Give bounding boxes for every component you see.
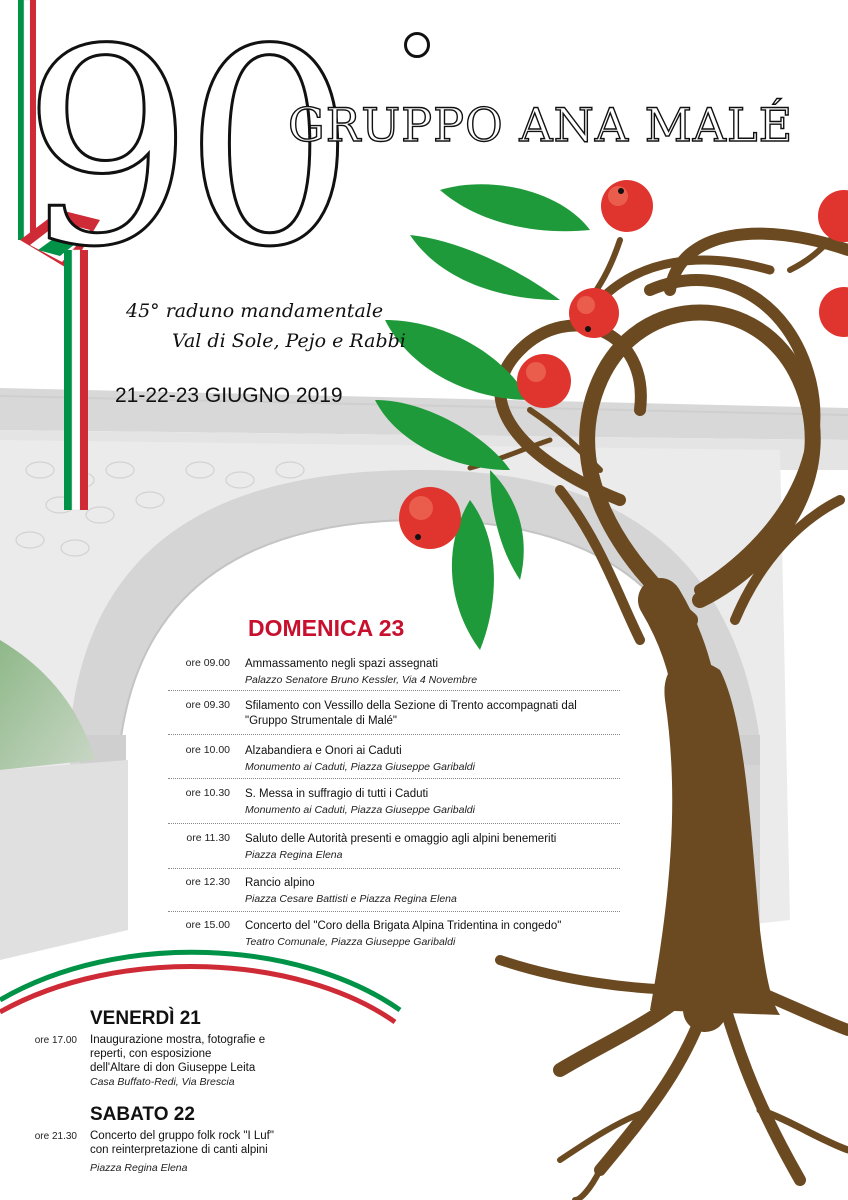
event-place: Piazza Cesare Battisti e Piazza Regina Elena [245,893,457,905]
row-separator [168,690,620,691]
event-description: Sfilamento con Vessillo della Sezione di Trento accompagnati dal [245,700,577,712]
sabato-title: SABATO 22 [90,1104,195,1125]
event-description: Concerto del "Coro della Brigata Alpina Tridentina in congedo" [245,920,562,932]
anniversary-number: 90 [22,0,346,306]
venerdi-line-1: Inaugurazione mostra, fotografie e [90,1034,266,1046]
row-separator [168,911,620,912]
event-dates: 21-22-23 GIUGNO 2019 [115,384,343,407]
sabato-line-2: con reinterpretazione di canti alpini [90,1144,268,1156]
event-description: Alzabandiera e Onori ai Caduti [245,745,402,757]
group-title: GRUPPO ANA MALÉ [288,98,794,152]
venerdi-time: ore 17.00 [34,1035,77,1046]
row-separator [168,823,620,824]
event-place: Monumento ai Caduti, Piazza Giuseppe Garibaldi [245,804,475,816]
domenica-title: DOMENICA 23 [248,615,405,641]
venerdi-line-3: dell'Altare di don Giuseppe Leita [90,1062,256,1074]
venerdi-title: VENERDÌ 21 [90,1008,201,1029]
sabato-place: Piazza Regina Elena [90,1162,188,1174]
event-place: Palazzo Senatore Bruno Kessler, Via 4 Novembre [245,674,478,686]
event-description: Saluto delle Autorità presenti e omaggio agli alpini benemeriti [245,833,557,845]
venerdi-line-2: reperti, con esposizione [90,1048,212,1060]
sabato-time: ore 21.30 [34,1131,77,1142]
event-time: ore 10.30 [185,787,230,799]
event-description: Ammassamento negli spazi assegnati [245,658,439,670]
degree-mark [404,32,430,58]
event-description-line-2: "Gruppo Strumentale di Malé" [245,715,397,727]
row-separator [168,778,620,779]
event-place: Piazza Regina Elena [245,849,343,861]
raduno-line-1: 45° raduno mandamentale [126,300,384,322]
event-time: ore 12.30 [185,876,230,888]
row-separator [168,868,620,869]
event-time: ore 11.30 [186,832,230,844]
event-description: S. Messa in suffragio di tutti i Caduti [245,788,429,800]
event-place: Teatro Comunale, Piazza Giuseppe Garibaldi [245,936,456,948]
venerdi-place: Casa Buffato-Redi, Via Brescia [90,1076,235,1088]
event-description: Rancio alpino [245,877,315,889]
event-time: ore 10.00 [185,744,230,756]
event-time: ore 15.00 [185,919,230,931]
sabato-line-1: Concerto del gruppo folk rock "I Luf" [90,1130,274,1142]
row-separator [168,734,620,735]
raduno-line-2: Val di Sole, Pejo e Rabbi [172,330,406,352]
event-place: Monumento ai Caduti, Piazza Giuseppe Garibaldi [245,761,475,773]
event-time: ore 09.00 [185,657,230,669]
event-time: ore 09.30 [185,699,230,711]
